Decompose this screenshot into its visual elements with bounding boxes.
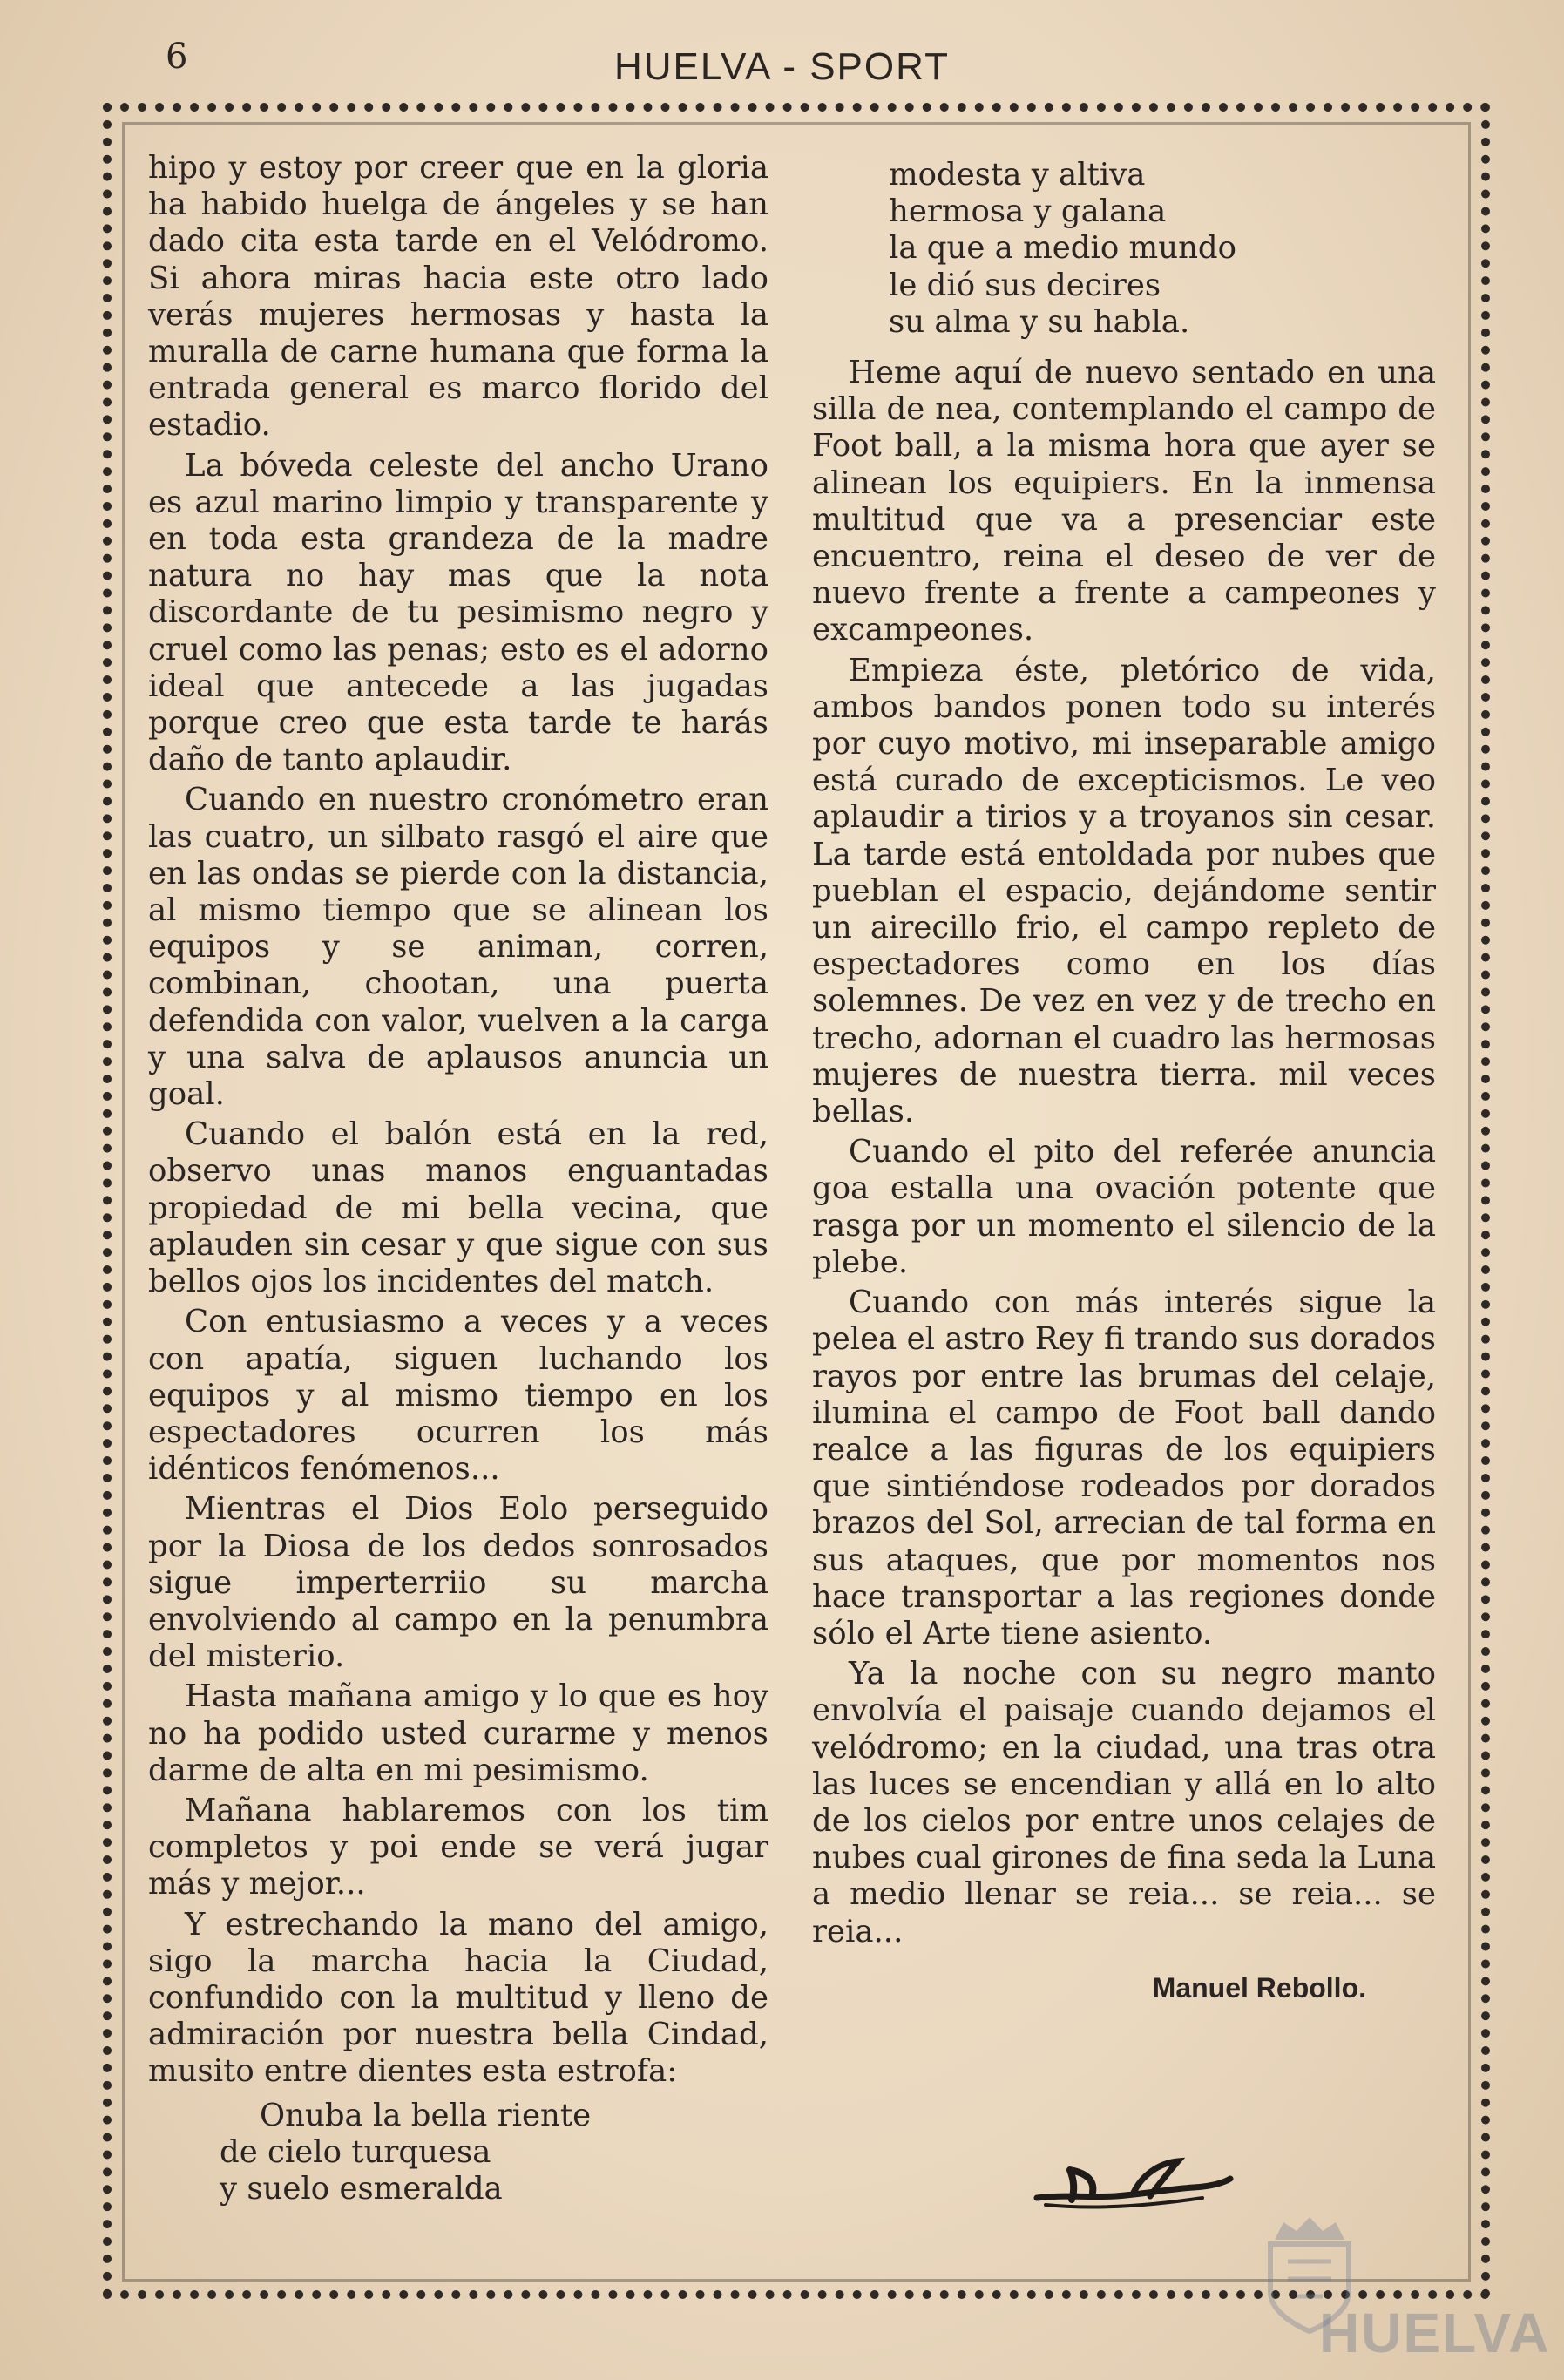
verse-line: y suelo esmeralda <box>220 2170 503 2207</box>
ornament-flourish-icon <box>1028 2144 1237 2222</box>
paragraph: Y estrechando la mano del amigo, sigo la marcha hacia la Ciudad, confundido con la multitud y lleno de admiración por nuestra bella Cindad, musito entre dientes esta estrofa: <box>148 1906 768 2090</box>
header-title: HUELVA - SPORT <box>614 45 950 88</box>
left-column <box>148 150 768 2211</box>
verse-line: Onuba la bella riente <box>260 2097 592 2133</box>
verse-line: le dió sus decires <box>889 267 1161 303</box>
verse-line: la que a medio mundo <box>889 230 1237 267</box>
page-number: 6 <box>166 37 188 77</box>
paragraph: Hasta mañana amigo y lo que es hoy no ha podido usted curarme y menos darme de alta en mi pesimismo. <box>148 1678 768 1788</box>
paragraph: Mientras el Dios Eolo perseguido por la Diosa de los dedos sonrosados sigue imperterriio su marcha envolviendo al campo en la penumbra del misterio. <box>148 1491 768 1675</box>
verse-line: su alma y su habla. <box>889 303 1190 340</box>
verse-stanza <box>148 2098 768 2208</box>
paragraph: La bóveda celeste del ancho Urano es azul marino limpio y transparente y en toda esta grandeza de la madre natura no hay mas que la nota discordante de tu pesimismo negro y cruel como las penas; esto es el adorno ideal que antecede a las jugadas porque creo que esta tarde te harás daño de tanto aplaudir. <box>148 447 768 778</box>
verse-line: modesta y altiva <box>889 157 1146 193</box>
paragraph: Ya la noche con su negro manto envolvía el paisaje cuando dejamos el velódromo; en la ciudad, una tras otra las luces se encendian y allá en lo alto de los cielos por entre unos celajes de nubes cual girones de fina seda la Luna a medio llenar se reia... se reia... se reia... <box>812 1656 1436 1949</box>
paragraph: Cuando el balón está en la red, observo unas manos enguantadas propiedad de mi bella vecina, que aplauden sin cesar y que sigue con sus bellos ojos los incidentes del match. <box>148 1116 768 1300</box>
paragraph: Cuando con más interés sigue la pelea el astro Rey fi trando sus dorados rayos por entre las brumas del celaje, ilumina el campo de Foot ball dando realce a las figuras de los equipiers que sintiéndose rodeados por dorados brazos del Sol, arrecian de tal forma en sus ataques, que por momentos nos hace transportar a las regiones donde sólo el Arte tiene asiento. <box>812 1285 1436 1651</box>
archive-watermark: HUELVA <box>1319 2302 1551 2364</box>
author-signature: Manuel Rebollo. <box>1152 1971 1366 2004</box>
verse-line: hermosa y galana <box>889 193 1167 230</box>
right-column <box>812 150 1436 2006</box>
paragraph: Heme aquí de nuevo sentado en una silla de nea, contemplando el campo de Foot ball, a la misma hora que ayer se alinean los equipiers. En la inmensa multitud que va a presenciar este encuentro, reina el deseo de ver de nuevo frente a frente a campeones y excampeones. <box>812 355 1436 648</box>
paragraph: Cuando en nuestro cronómetro eran las cuatro, un silbato rasgó el aire que en las ondas se pierde con la distancia, al mismo tiempo que se alinean los equipos y se animan, corren, combinan, chootan, una puerta defendida con valor, vuelven a la carga y una salva de aplausos anuncia un goal. <box>148 782 768 1113</box>
paragraph: Con entusiasmo a veces y a veces con apatía, siguen luchando los equipos y al mismo tiempo en los espectadores ocurren los más idénticos fenómenos... <box>148 1304 768 1488</box>
paragraph: Cuando el pito del referée anuncia goa estalla una ovación potente que rasga por un momento el silencio de la plebe. <box>812 1134 1436 1280</box>
paragraph: Empieza éste, pletórico de vida, ambos bandos ponen todo su interés por cuyo motivo, mi inseparable amigo está curado de excepticismos. Le veo aplaudir a tirios y a troyanos sin cesar. La tarde está entoldada por nubes que pueblan el espacio, dejándome sentir un airecillo frio, el campo repleto de espectadores como en los días solemnes. De vez en vez y de trecho en trecho, adornan el cuadro las hermosas mujeres de nuestra tierra. mil veces bellas. <box>812 652 1436 1130</box>
verse-line: de cielo turquesa <box>220 2133 491 2170</box>
paragraph: hipo y estoy por creer que en la gloria ha habido huelga de ángeles y se han dado cita esta tarde en el Velódromo. Si ahora miras hacia este otro lado verás mujeres hermosas y hasta la muralla de carne humana que forma la entrada general es marco florido del estadio. <box>148 150 768 444</box>
verse-stanza <box>812 157 1436 341</box>
paragraph: Mañana hablaremos con los tim completos y poi ende se verá jugar más y mejor... <box>148 1792 768 1902</box>
